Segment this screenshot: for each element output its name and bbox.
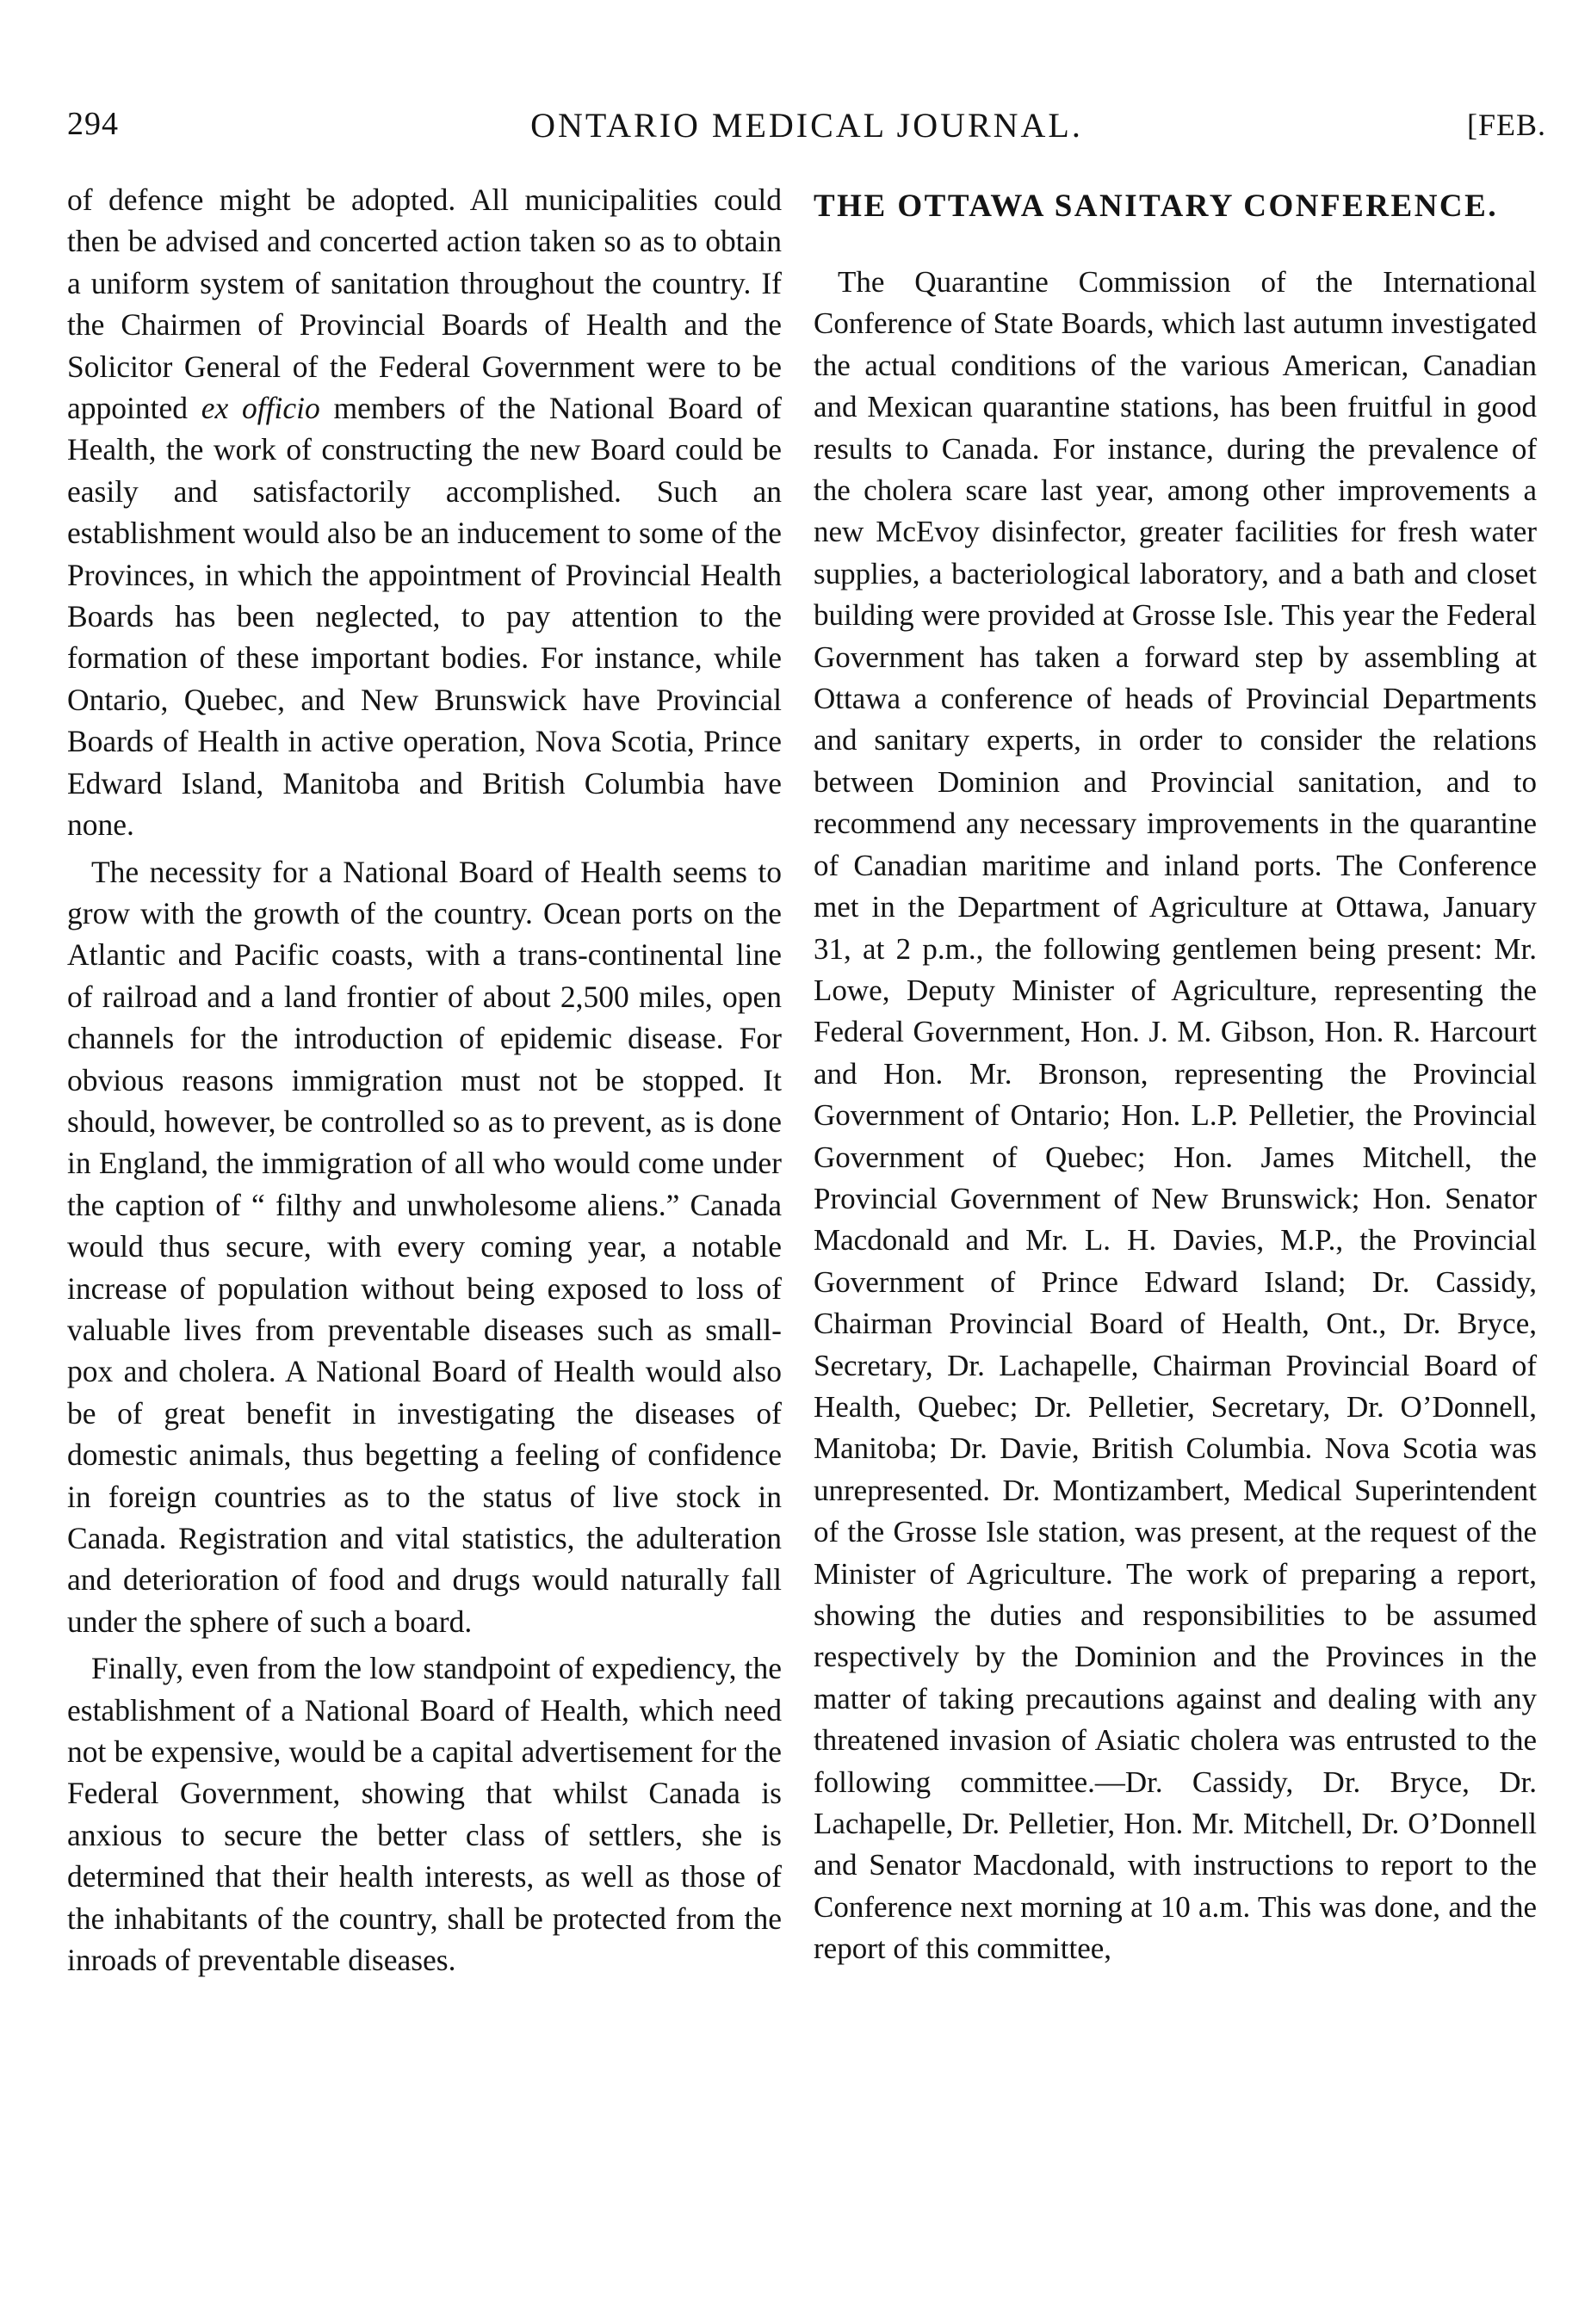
paragraph-continued (67, 179, 782, 846)
paragraph-text: of defence might be adopted. All municipalities could then be advised and concerted action taken so as to obtain a uniform system of sanitation throughout the country. If the Chairmen of Provincial Boards of Health and the Solicitor General of the Federal Government were to be appointed (67, 182, 782, 426)
right-column (814, 179, 1537, 1970)
issue-month: [FEB. (1466, 108, 1546, 142)
left-column (67, 179, 782, 1981)
page-header (67, 105, 1546, 165)
paragraph-conference: The Quarantine Commission of the International Conference of State Boards, which last autumn investigated the actual conditions of the various American, Canadian and Mexican quarantine stations, has been fruitful in good results to Canada. For instance, during the prevalence of the cholera scare last year, among other improvements a new McEvoy disinfector, greater facilities for fresh water supplies, a bacteriological laboratory, and a bath and closet building were provided at Grosse Isle. This year the Federal Government has taken a forward step by assembling at Ottawa a conference of heads of Provincial Departments and sanitary experts, in order to consider the relations between Dominion and Provincial sanitation, and to recommend any necessary improvements in the quarantine of Canadian maritime and inland ports. The Conference met in the Department of Agriculture at Ottawa, January 31, at 2 p.m., the following gentlemen being present: Mr. Lowe, Deputy Minister of Agriculture, representing the Federal Government, Hon. J. M. Gibson, Hon. R. Harcourt and Hon. Mr. Bronson, representing the Provincial Government of Ontario; Hon. L.P. Pelletier, the Provincial Government of Quebec; Hon. James Mitchell, the Provincial Government of New Brunswick; Hon. Senator Macdonald and Mr. L. H. Davies, M.P., the Provincial Government of Prince Edward Island; Dr. Cassidy, Chairman Provincial Board of Health, Ont., Dr. Bryce, Secretary, Dr. Lachapelle, Chairman Provincial Board of Health, Quebec; Dr. Pelletier, Secretary, Dr. O’Donnell, Manitoba; Dr. Davie, British Columbia. Nova Scotia was unrepresented. Dr. Montizambert, Medical Superintendent of the Grosse Isle station, was present, at the request of the Minister of Agriculture. The work of preparing a report, showing the duties and responsibilities to be assumed respectively by the Dominion and the Provinces in the matter of taking precautions against and dealing with any threatened invasion of Asiatic cholera was entrusted to the following committee.—Dr. Cassidy, Dr. Bryce, Dr. Lachapelle, Dr. Pelletier, Hon. Mr. Mitchell, Dr. O’Donnell and Senator Macdonald, with instructions to report to the Conference next morning at 10 a.m. This was done, and the report of this committee, (814, 265, 1537, 1966)
italic-phrase: ex officio (201, 391, 320, 426)
journal-title: ONTARIO MEDICAL JOURNAL. (530, 106, 1083, 145)
paragraph-text: members of the National Board of Health, the work of constructing the new Board could be easily and satisfactorily accomplished. Such an establishment would also be an inducement to some of the Provinces, in which the appointment of Provincial Health Boards has been neglected, to pay attention to the formation of these important bodies. For instance, while Ontario, Quebec, and New Brunswick have Provincial Boards of Health in active operation, Nova Scotia, Prince Edward Island, Manitoba and British Columbia have none. (67, 391, 782, 843)
page-number: 294 (67, 106, 119, 142)
section-title: THE OTTAWA SANITARY CONFERENCE. (814, 189, 1499, 224)
paragraph-expediency: Finally, even from the low standpoint of expediency, the establishment of a National Board of Health, which need not be expensive, would be a capital advertisement for the Federal Government, showing that whilst Canada is anxious to secure the better class of settlers, she is determined that their health interests, as well as those of the inhabitants of the country, shall be protected from the inroads of preventable diseases. (67, 1651, 782, 1978)
paragraph-national-board: The necessity for a National Board of Health seems to grow with the growth of the country. Ocean ports on the Atlantic and Pacific coasts, with a trans-continental line of railroad and a land frontier of about 2,500 miles, open channels for the introduction of epidemic disease. For obvious reasons immigration must not be stopped. It should, however, be controlled so as to prevent, as is done in England, the immigration of all who would come under the caption of “ filthy and unwholesome aliens.” Canada would thus secure, with every coming year, a notable increase of population without being exposed to loss of valuable lives from preventable diseases such as small-pox and cholera. A National Board of Health would also be of great benefit in investigating the diseases of domestic animals, thus begetting a feeling of confidence in foreign countries as to the status of live stock in Canada. Registration and vital statistics, the adulteration and deterioration of food and drugs would naturally fall under the sphere of such a board. (67, 854, 782, 1639)
